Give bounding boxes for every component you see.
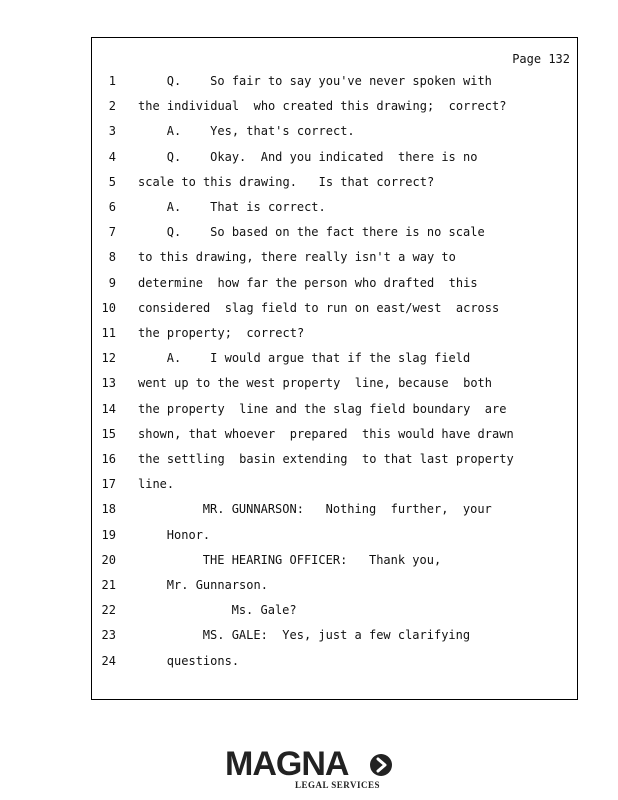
magna-logo — [225, 745, 395, 793]
logo-subtitle: LEGAL SERVICES — [295, 780, 380, 790]
transcript-line — [92, 575, 572, 595]
line-text: went up to the west property line, because both — [138, 376, 493, 391]
line-text: Mr. Gunnarson. — [166, 578, 268, 592]
line-text: MS. GALE: Yes, just a few clarifying — [202, 628, 471, 643]
line-number: 22 — [101, 603, 116, 618]
transcript-line — [92, 147, 572, 167]
line-number: 8 — [108, 250, 116, 265]
line-text: questions. — [166, 653, 240, 668]
transcript-line — [92, 71, 572, 91]
transcript-line — [92, 499, 572, 519]
line-text: to this drawing, there really isn't a way to — [138, 250, 456, 265]
transcript-line — [92, 222, 572, 242]
line-text: the property; correct? — [138, 326, 305, 340]
line-text: scale to this drawing. Is that correct? — [138, 174, 435, 189]
transcript-line — [92, 298, 572, 318]
transcript-line — [92, 449, 572, 469]
line-text: A. I would argue that if the slag field — [166, 351, 471, 366]
line-number: 5 — [108, 174, 116, 189]
transcript-line — [92, 172, 572, 192]
line-text: the property line and the slag field boundary are — [138, 401, 507, 416]
line-number: 1 — [108, 74, 116, 88]
line-number: 10 — [101, 300, 116, 315]
line-number: 24 — [101, 653, 116, 668]
transcript-line — [92, 625, 572, 645]
line-number: 18 — [101, 502, 116, 517]
transcript-line — [92, 197, 572, 217]
transcript-line — [92, 424, 572, 444]
transcript-line — [92, 348, 572, 368]
transcript-line — [92, 600, 572, 620]
transcript-line — [92, 474, 572, 494]
transcript-line — [92, 373, 572, 393]
line-text: THE HEARING OFFICER: Thank you, — [202, 552, 442, 567]
line-number: 2 — [108, 99, 116, 114]
line-number: 19 — [101, 527, 116, 542]
line-number: 13 — [101, 376, 116, 391]
line-text: the individual who created this drawing; correct? — [138, 99, 507, 114]
transcript-line — [92, 550, 572, 570]
line-text: shown, that whoever prepared this would have drawn — [138, 426, 514, 441]
line-number: 11 — [101, 326, 116, 340]
line-text: MR. GUNNARSON: Nothing further, your — [202, 502, 492, 517]
line-number: 14 — [101, 401, 116, 416]
transcript-line — [92, 525, 572, 545]
line-text: determine how far the person who drafted this — [138, 275, 478, 290]
line-text: line. — [138, 477, 175, 492]
line-text: Q. So fair to say you've never spoken with — [166, 74, 492, 88]
transcript-line — [92, 399, 572, 419]
line-text: A. That is correct. — [166, 200, 326, 214]
line-number: 16 — [101, 452, 116, 466]
line-number: 12 — [101, 351, 116, 366]
line-text: Q. Okay. And you indicated there is no — [166, 149, 478, 164]
arrow-circle-icon — [370, 754, 392, 776]
transcript-line — [92, 96, 572, 116]
logo-wordmark: MAGNA — [225, 745, 349, 783]
line-number: 15 — [101, 426, 116, 441]
line-number: 17 — [101, 477, 116, 492]
line-text: Q. So based on the fact there is no scale — [166, 225, 485, 240]
line-number: 3 — [108, 124, 116, 139]
line-text: the settling basin extending to that last property — [138, 452, 514, 466]
line-number: 21 — [101, 578, 116, 592]
page-number: Page 132 — [512, 52, 570, 66]
line-number: 9 — [108, 275, 116, 290]
line-text: considered slag field to run on east/west across — [138, 300, 500, 315]
line-text: Honor. — [166, 527, 211, 542]
transcript-line — [92, 247, 572, 267]
line-text: Ms. Gale? — [231, 603, 297, 618]
line-number: 20 — [101, 552, 116, 567]
transcript-line — [92, 651, 572, 671]
line-number: 4 — [108, 149, 116, 164]
transcript-line — [92, 323, 572, 343]
transcript-line — [92, 273, 572, 293]
line-text: A. Yes, that's correct. — [166, 124, 355, 139]
line-number: 23 — [101, 628, 116, 643]
transcript-page — [91, 37, 578, 700]
line-number: 7 — [108, 225, 116, 240]
transcript-line — [92, 121, 572, 141]
line-number: 6 — [108, 200, 116, 214]
